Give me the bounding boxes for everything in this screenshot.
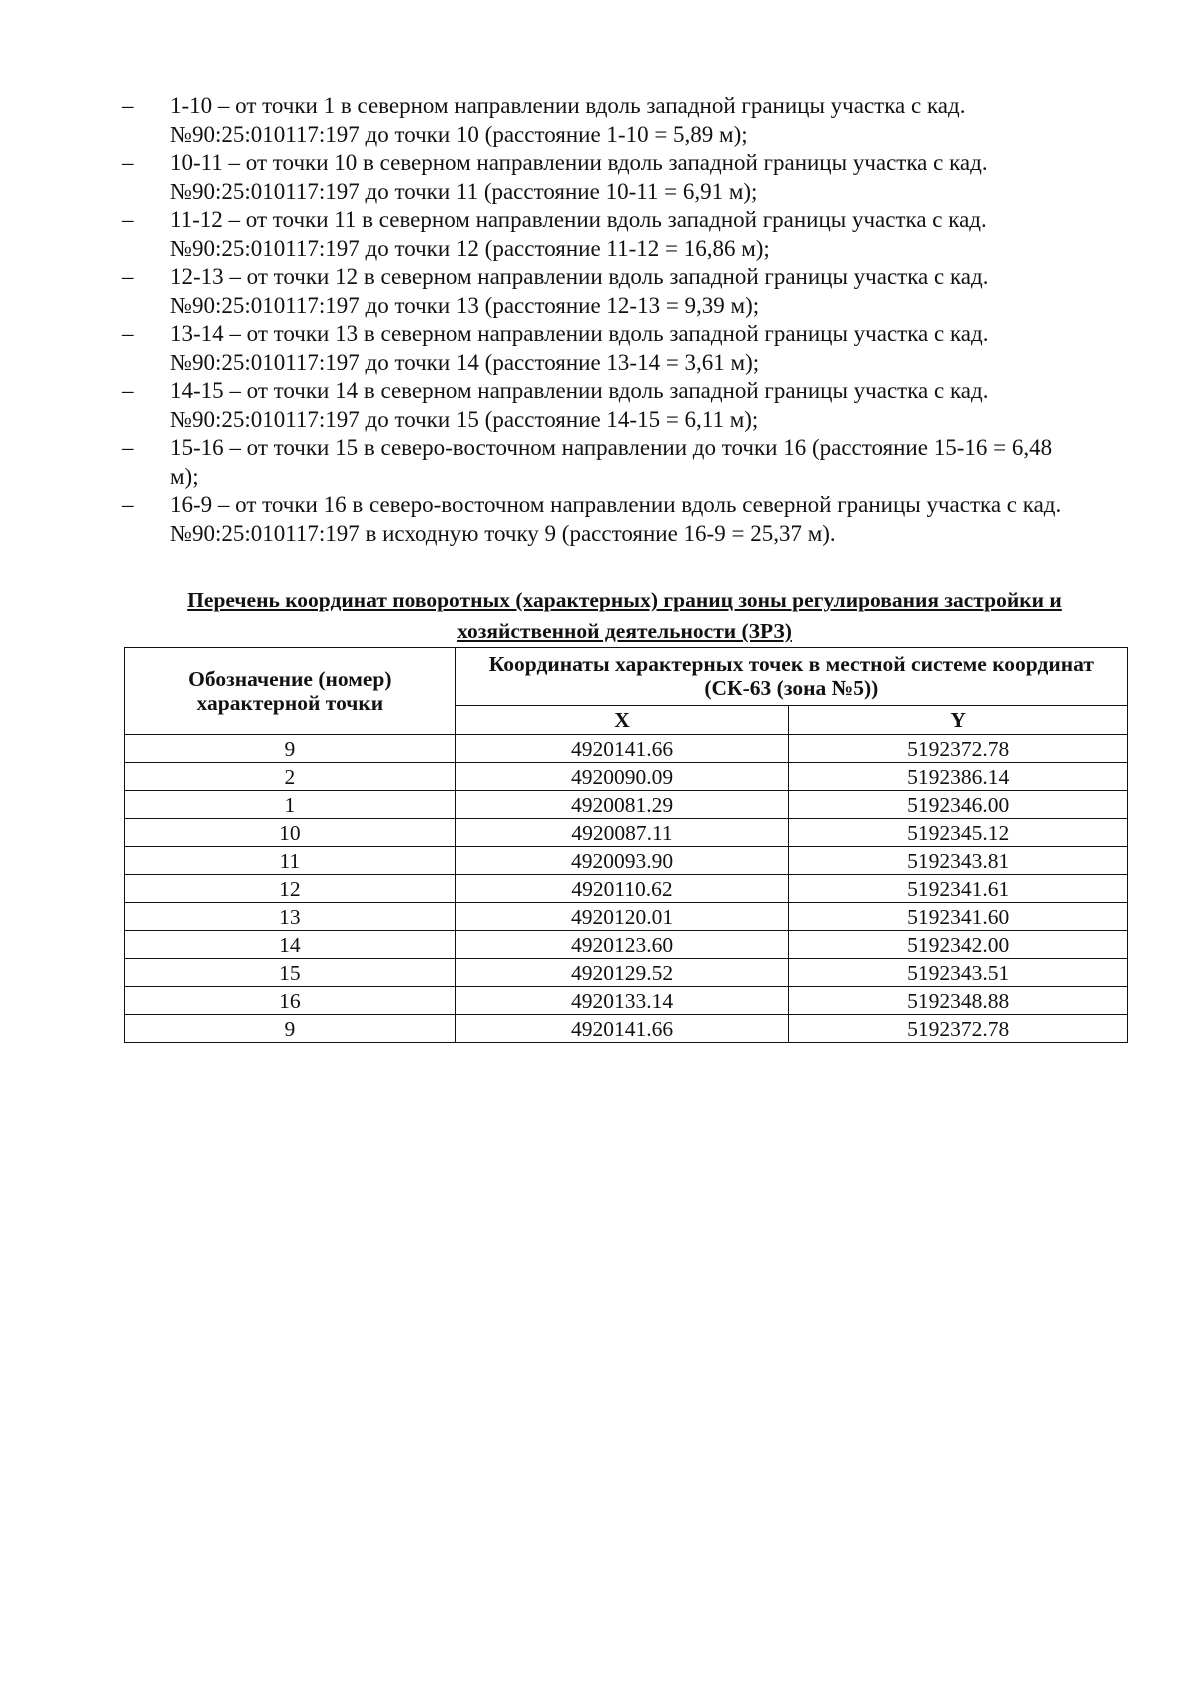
y-cell: 5192372.78 (789, 1015, 1128, 1043)
point-cell: 15 (125, 959, 456, 987)
table-row (125, 847, 1128, 875)
segment-text: 13-14 – от точки 13 в северном направлении вдоль западной границы участка с кад. №90:25:010117:197 до точки 14 (расстояние 13-14 = 3,61 м); (170, 321, 989, 375)
point-cell: 1 (125, 791, 456, 819)
table-header-row (125, 648, 1128, 706)
x-cell: 4920120.01 (455, 903, 789, 931)
y-cell: 5192372.78 (789, 735, 1128, 763)
x-cell: 4920123.60 (455, 931, 789, 959)
x-cell: 4920133.14 (455, 987, 789, 1015)
point-cell: 2 (125, 763, 456, 791)
dash-marker: – (122, 321, 134, 346)
x-cell: 4920093.90 (455, 847, 789, 875)
x-cell: 4920110.62 (455, 875, 789, 903)
point-cell: 9 (125, 1015, 456, 1043)
segment-text: 16-9 – от точки 16 в северо-восточном направлении вдоль северной границы участка с кад. №90:25:010117:197 в исходную точку 9 (расстояние 16-9 = 25,37 м). (170, 492, 1062, 546)
point-cell: 12 (125, 875, 456, 903)
segment-text: 12-13 – от точки 12 в северном направлении вдоль западной границы участка с кад. №90:25:010117:197 до точки 13 (расстояние 12-13 = 9,39 м); (170, 264, 989, 318)
x-cell: 4920087.11 (455, 819, 789, 847)
y-column-header: Y (789, 705, 1128, 734)
dash-marker: – (122, 207, 134, 232)
y-cell: 5192348.88 (789, 987, 1128, 1015)
y-cell: 5192346.00 (789, 791, 1128, 819)
x-cell: 4920129.52 (455, 959, 789, 987)
x-cell: 4920090.09 (455, 763, 789, 791)
table-row (125, 763, 1128, 791)
y-cell: 5192341.60 (789, 903, 1128, 931)
table-row (125, 1015, 1128, 1043)
dash-marker: – (122, 150, 134, 175)
list-item (122, 434, 1082, 491)
point-column-header: Обозначение (номер) характерной точки (125, 648, 456, 735)
table-row (125, 931, 1128, 959)
dash-marker: – (122, 93, 134, 118)
table-row (125, 987, 1128, 1015)
list-item (122, 491, 1082, 548)
point-cell: 9 (125, 735, 456, 763)
coordinates-table (124, 647, 1128, 1043)
y-cell: 5192342.00 (789, 931, 1128, 959)
segment-text: 14-15 – от точки 14 в северном направлении вдоль западной границы участка с кад. №90:25:010117:197 до точки 15 (расстояние 14-15 = 6,11 м); (170, 378, 989, 432)
point-cell: 14 (125, 931, 456, 959)
heading-text: Перечень координат поворотных (характерных) границ зоны регулирования застройки и хозяйственной деятельности (ЗРЗ) (187, 588, 1062, 643)
point-cell: 11 (125, 847, 456, 875)
table-row (125, 735, 1128, 763)
table-row (125, 875, 1128, 903)
table-row (125, 819, 1128, 847)
y-cell: 5192343.51 (789, 959, 1128, 987)
segment-text: 1-10 – от точки 1 в северном направлении вдоль западной границы участка с кад. №90:25:010117:197 до точки 10 (расстояние 1-10 = 5,89 м); (170, 93, 966, 147)
dash-marker: – (122, 378, 134, 403)
point-cell: 10 (125, 819, 456, 847)
list-item (122, 377, 1082, 434)
x-cell: 4920141.66 (455, 735, 789, 763)
table-row (125, 791, 1128, 819)
list-item (122, 320, 1082, 377)
x-column-header: X (455, 705, 789, 734)
list-item (122, 92, 1082, 149)
y-cell: 5192341.61 (789, 875, 1128, 903)
list-item (122, 206, 1082, 263)
x-cell: 4920141.66 (455, 1015, 789, 1043)
table-row (125, 959, 1128, 987)
y-cell: 5192343.81 (789, 847, 1128, 875)
coordinates-column-header: Координаты характерных точек в местной системе координат (СК-63 (зона №5)) (455, 648, 1127, 706)
dash-marker: – (122, 492, 134, 517)
table-heading (122, 585, 1127, 647)
y-cell: 5192345.12 (789, 819, 1128, 847)
list-item (122, 263, 1082, 320)
segment-text: 11-12 – от точки 11 в северном направлении вдоль западной границы участка с кад. №90:25:010117:197 до точки 12 (расстояние 11-12 = 16,86 м); (170, 207, 987, 261)
segment-text: 15-16 – от точки 15 в северо-восточном направлении до точки 16 (расстояние 15-16 = 6,48 м); (170, 435, 1053, 489)
y-cell: 5192386.14 (789, 763, 1128, 791)
segment-text: 10-11 – от точки 10 в северном направлении вдоль западной границы участка с кад. №90:25:010117:197 до точки 11 (расстояние 10-11 = 6,91 м); (170, 150, 988, 204)
dash-marker: – (122, 264, 134, 289)
x-cell: 4920081.29 (455, 791, 789, 819)
table-row (125, 903, 1128, 931)
dash-marker: – (122, 435, 134, 460)
boundary-segments-list (122, 92, 1082, 548)
point-cell: 16 (125, 987, 456, 1015)
list-item (122, 149, 1082, 206)
point-cell: 13 (125, 903, 456, 931)
